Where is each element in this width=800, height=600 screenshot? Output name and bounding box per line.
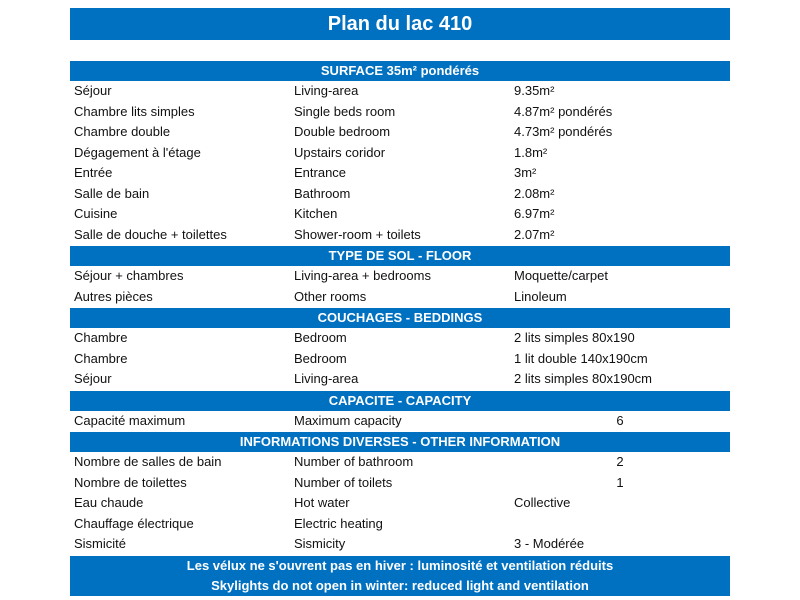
table-row (70, 349, 730, 370)
cell-label-en: Living-area + bedrooms (294, 268, 431, 283)
cell-label-fr: Nombre de toilettes (74, 474, 187, 490)
cell-value: 4.87m² pondérés (514, 103, 613, 119)
cell-label-fr: Chambre (74, 330, 128, 345)
section-header: CAPACITE - CAPACITY (70, 390, 730, 411)
table-row (70, 287, 730, 308)
cell-label-en: Living-area (294, 83, 359, 98)
section-header: SURFACE 35m² pondérés (70, 60, 730, 81)
cell-label-en: Hot water (294, 495, 350, 510)
cell-label-en: Upstairs coridor (294, 144, 386, 160)
table-row (70, 534, 730, 555)
table-row (70, 163, 730, 184)
section-header: COUCHAGES - BEDDINGS (70, 307, 730, 328)
cell-label-fr: Chambre (74, 350, 128, 366)
cell-label-fr: Séjour (74, 83, 112, 98)
table-row (70, 493, 730, 514)
cell-label-en: Electric heating (294, 515, 383, 531)
cell-label-fr: Chambre double (74, 124, 171, 139)
cell-value: 2 lits simples 80x190 (514, 330, 635, 345)
cell-label-en: Single beds room (294, 103, 396, 119)
cell-label-fr: Nombre de salles de bain (74, 454, 222, 469)
cell-label-fr: Entrée (74, 165, 113, 180)
cell-value: 1 (616, 474, 624, 490)
footer-line-fr: Les vélux ne s'ouvrent pas en hiver : luminosité et ventilation réduits (186, 557, 614, 573)
cell-label-fr: Séjour + chambres (74, 268, 184, 283)
table-row (70, 143, 730, 164)
cell-value: 6 (616, 412, 624, 428)
cell-label-en: Other rooms (294, 288, 367, 304)
table-row (70, 122, 730, 143)
cell-label-fr: Chambre lits simples (74, 103, 195, 119)
table-row (70, 225, 730, 246)
table-row (70, 102, 730, 123)
cell-label-en: Shower-room + toilets (294, 226, 421, 242)
cell-label-en: Bedroom (294, 330, 347, 345)
cell-value: 1.8m² (514, 144, 548, 160)
table-row (70, 204, 730, 225)
cell-label-en: Entrance (294, 165, 347, 180)
cell-value: Collective (514, 495, 571, 510)
cell-label-fr: Autres pièces (74, 288, 153, 304)
cell-label-fr: Chauffage électrique (74, 515, 194, 531)
cell-value: 1 lit double 140x190cm (514, 350, 648, 366)
cell-label-fr: Capacité maximum (74, 412, 186, 428)
table-row (70, 328, 730, 349)
cell-value: Moquette/carpet (514, 268, 608, 283)
table-row (70, 473, 730, 494)
cell-label-en: Number of toilets (294, 474, 393, 490)
footer-line-en: Skylights do not open in winter: reduced light and ventilation (211, 577, 589, 593)
section-header: TYPE DE SOL - FLOOR (70, 245, 730, 266)
table-row (70, 514, 730, 535)
cell-label-fr: Séjour (74, 371, 112, 386)
cell-value: 3m² (514, 165, 537, 180)
cell-label-en: Number of bathroom (294, 454, 414, 469)
table-row (70, 184, 730, 205)
cell-value: 2.08m² (514, 185, 555, 201)
cell-label-en: Bathroom (294, 185, 351, 201)
spacer (70, 40, 730, 60)
cell-value: 6.97m² (514, 206, 555, 221)
table-row (70, 81, 730, 102)
cell-label-fr: Sismicité (74, 536, 127, 551)
cell-label-fr: Cuisine (74, 206, 118, 221)
sections-container (70, 60, 730, 555)
footer-notice (70, 555, 730, 596)
section-header: INFORMATIONS DIVERSES - OTHER INFORMATION (70, 431, 730, 452)
table-row (70, 369, 730, 390)
cell-value (510, 514, 730, 535)
cell-label-en: Kitchen (294, 206, 338, 221)
cell-label-fr: Salle de douche + toilettes (74, 226, 227, 242)
cell-label-en: Maximum capacity (294, 412, 402, 428)
cell-label-fr: Eau chaude (74, 495, 144, 510)
cell-label-en: Living-area (294, 371, 359, 386)
cell-value: 2 (616, 454, 624, 469)
spec-sheet (70, 0, 730, 596)
cell-value: 9.35m² (514, 83, 555, 98)
cell-label-fr: Dégagement à l'étage (74, 144, 201, 160)
cell-value: 4.73m² pondérés (514, 124, 613, 139)
page-title: Plan du lac 410 (70, 8, 730, 40)
cell-label-en: Sismicity (294, 536, 346, 551)
cell-label-fr: Salle de bain (74, 185, 150, 201)
cell-value: 2 lits simples 80x190cm (514, 371, 652, 386)
table-row (70, 266, 730, 287)
cell-label-en: Bedroom (294, 350, 347, 366)
table-row (70, 452, 730, 473)
cell-value: 2.07m² (514, 226, 555, 242)
cell-label-en: Double bedroom (294, 124, 391, 139)
table-row (70, 411, 730, 432)
cell-value: Linoleum (514, 288, 567, 304)
cell-value: 3 - Modérée (514, 536, 585, 551)
